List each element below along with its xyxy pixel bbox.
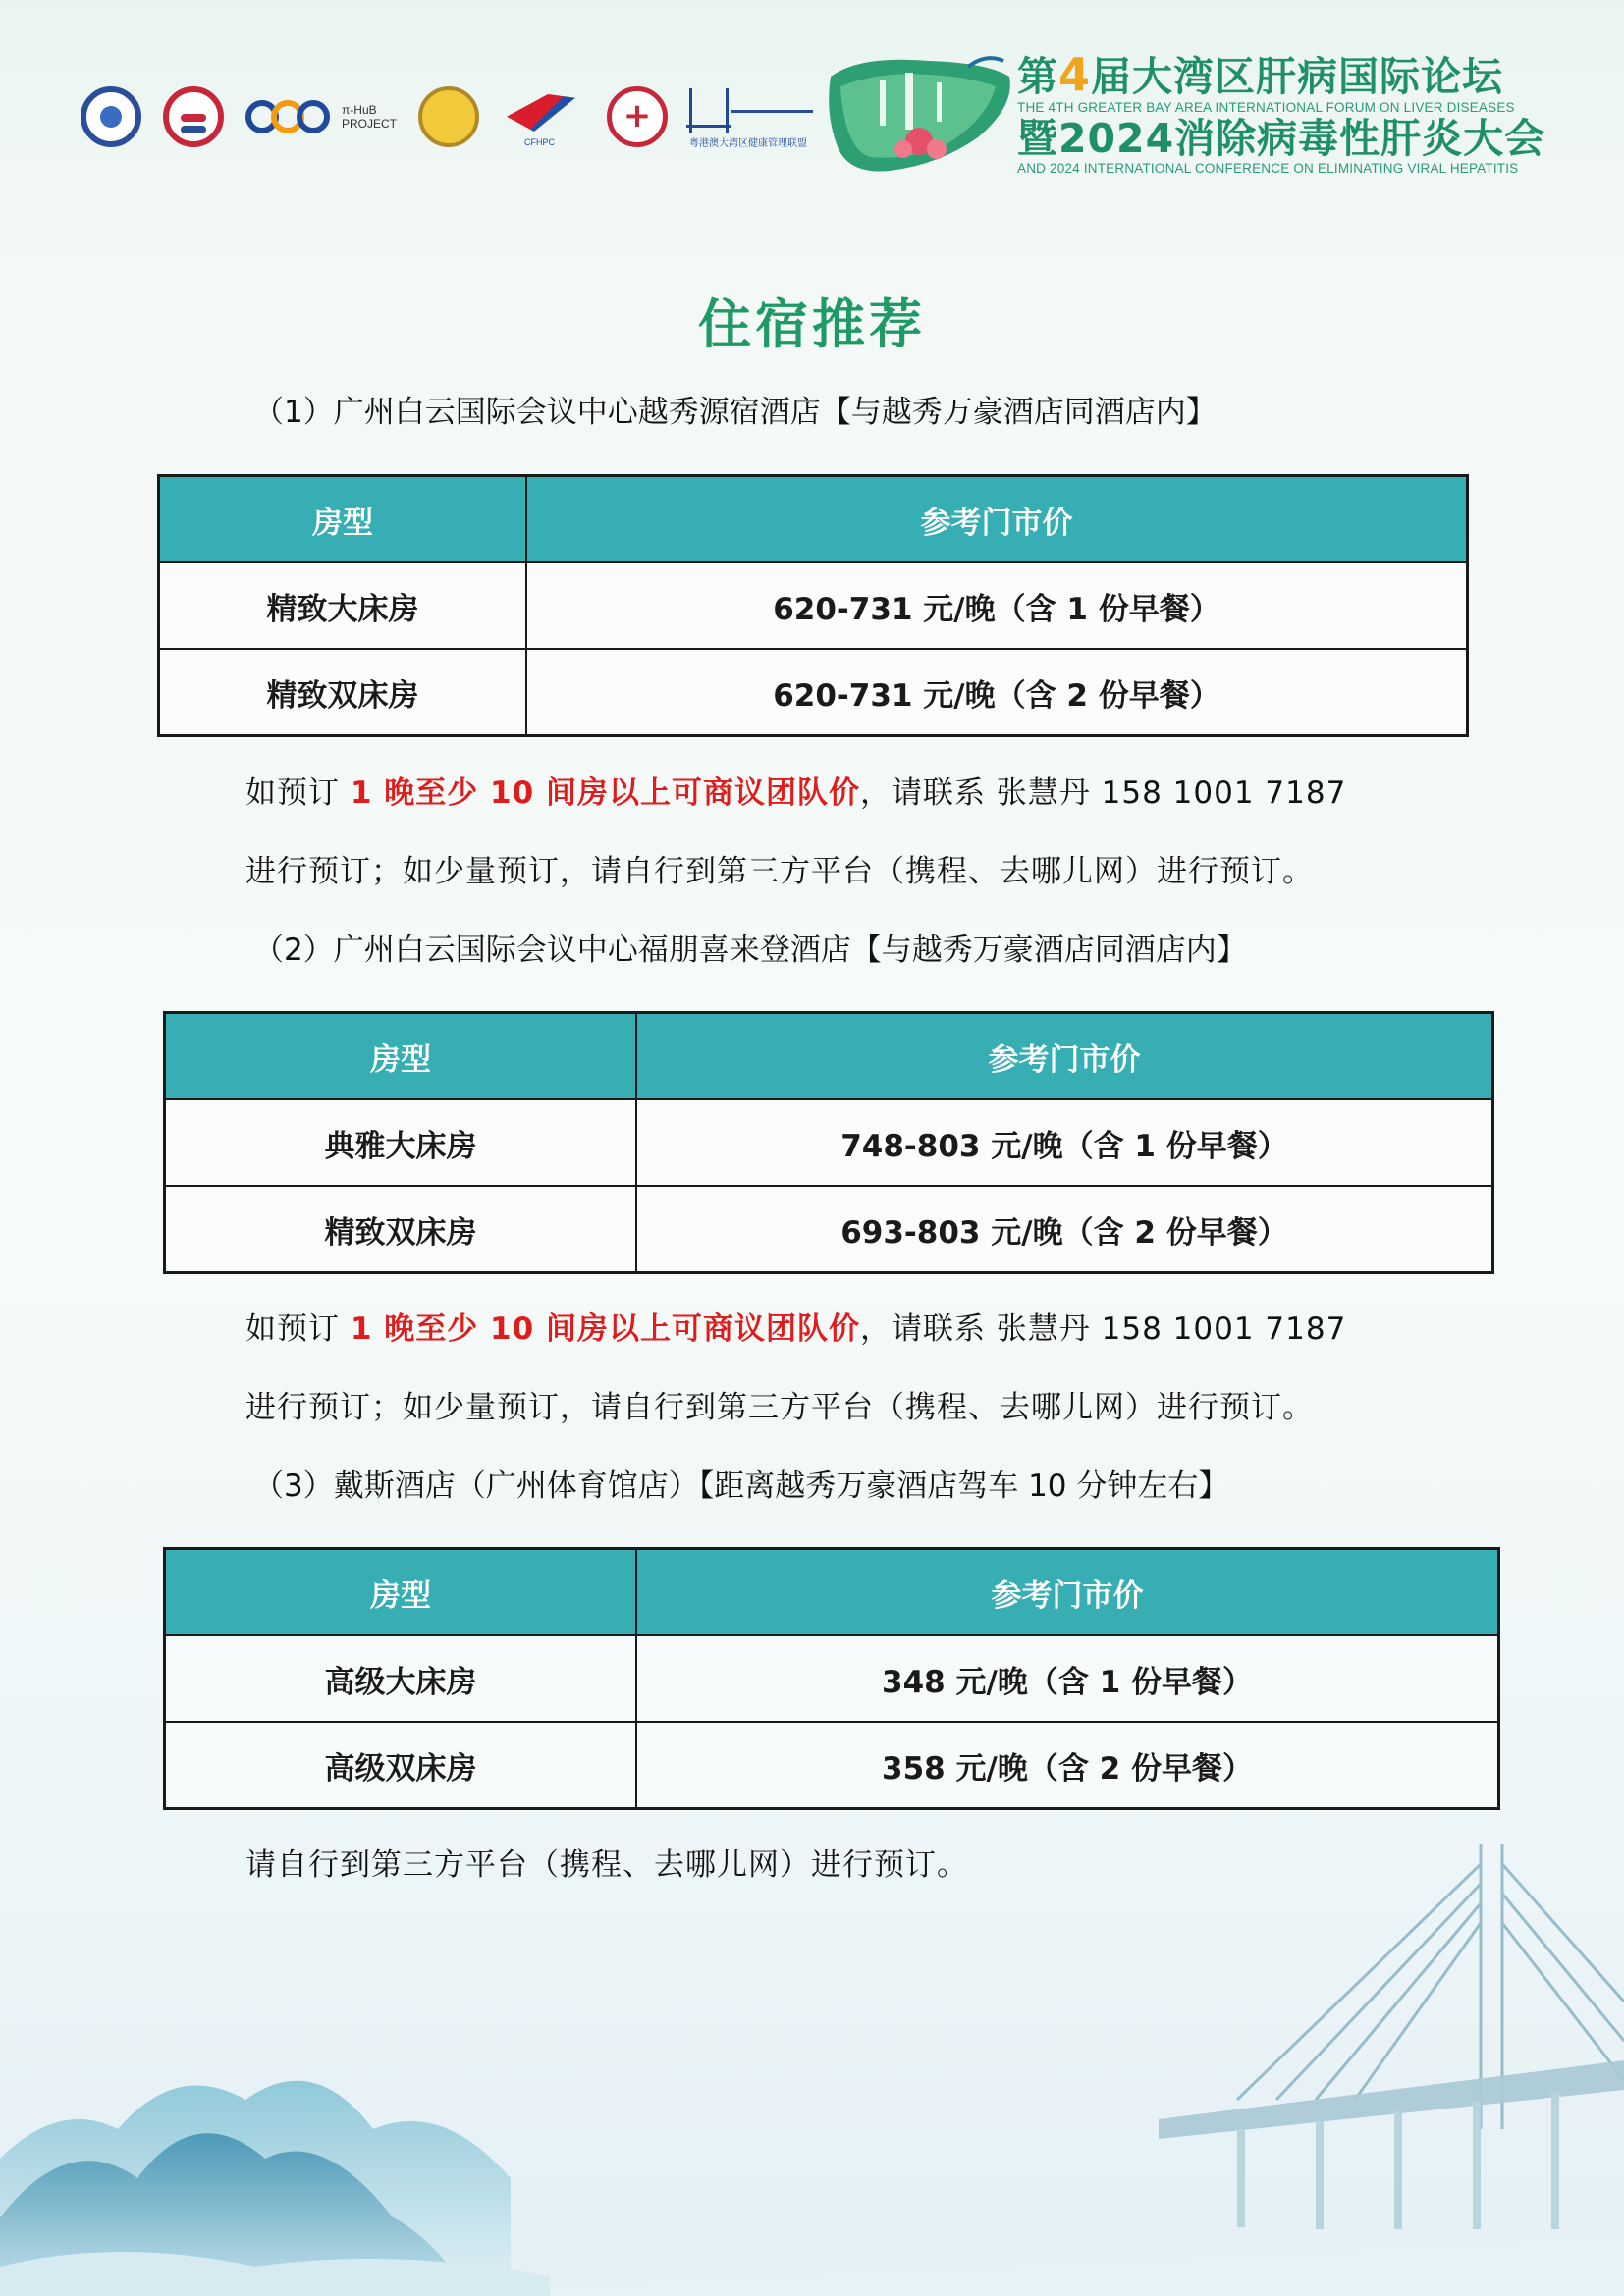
room-type-cell: 精致双床房 [165,1186,637,1273]
column-header-price: 参考门市价 [526,476,1468,563]
hotel-2-booking-note: 进行预订；如少量预订，请自行到第三方平台（携程、去哪儿网）进行预订。 [245,1390,1314,1425]
pi-hub-subtitle: PROJECT [342,117,398,131]
price-cell: 358 元/晚（含 2 份早餐） [636,1722,1499,1809]
room-type-cell: 精致双床房 [159,649,527,736]
column-header-price: 参考门市价 [636,1013,1493,1100]
table-header-row [159,476,1468,563]
conference-edition-number: 4 [1058,48,1092,101]
price-cell: 748-803 元/晚（含 1 份早餐） [636,1099,1493,1186]
table-header-row [165,1549,1499,1636]
wing-icon [507,94,575,132]
table-header-row [165,1013,1493,1100]
table-row [165,1722,1499,1809]
three-rings-icon [245,100,322,133]
association-seal-icon [81,86,141,147]
contact-info: ，请联系 张慧丹 158 1001 7187 [859,1311,1347,1347]
room-type-cell: 典雅大床房 [165,1099,637,1186]
conference-title [1017,48,1547,177]
page-title: 住宿推荐 [698,294,926,355]
hotel-2-heading: （2）广州白云国际会议中心福朋喜来登酒店【与越秀万豪酒店同酒店内】 [253,933,1247,968]
hotel-1-price-table [157,474,1469,737]
hotel-3-price-table [163,1547,1500,1810]
table-row [165,1635,1499,1722]
group-rate-highlight: 1 晚至少 10 间房以上可商议团队价 [350,1311,860,1347]
cfhpc-label: CFHPC [524,137,556,147]
pi-hub-title: π-HuB [342,103,377,117]
conference-title-prefix: 第 [1017,53,1058,100]
hotel-1-booking-note: 进行预订；如少量预订，请自行到第三方平台（携程、去哪儿网）进行预订。 [245,854,1314,889]
column-header-room-type: 房型 [165,1549,637,1636]
price-cell: 620-731 元/晚（含 2 份早餐） [526,649,1468,736]
liver-emblem-icon [821,47,1017,177]
association-seal-red-icon [163,86,224,147]
note-prefix: 如预订 [245,775,351,811]
hotel-1-heading: （1）广州白云国际会议中心越秀源宿酒店【与越秀万豪酒店同酒店内】 [253,395,1217,430]
table-row [159,649,1468,736]
red-cross-icon [607,86,668,147]
conference-title-en: THE 4TH GREATER BAY AREA INTERNATIONAL FORUM ON LIVER DISEASES [1017,100,1515,115]
table-row [165,1186,1493,1273]
note-prefix: 如预订 [245,1311,351,1347]
hotel-3-heading: （3）戴斯酒店（广州体育馆店）【距离越秀万豪酒店驾车 10 分钟左右】 [253,1468,1229,1504]
alliance-name: 粤港澳大湾区健康管理联盟 [689,138,808,149]
table-row [165,1099,1493,1186]
cfhpc-logo [501,86,585,147]
bridge-icon [689,88,729,133]
room-type-cell: 高级大床房 [165,1635,637,1722]
price-cell: 348 元/晚（含 1 份早餐） [636,1635,1499,1722]
gold-seal-icon [418,86,479,147]
price-cell: 620-731 元/晚（含 1 份早餐） [526,562,1468,649]
room-type-cell: 精致大床房 [159,562,527,649]
room-type-cell: 高级双床房 [165,1722,637,1809]
conference-title-main: 届大湾区肝病国际论坛 [1091,53,1504,100]
contact-info: ，请联系 张慧丹 158 1001 7187 [859,775,1347,811]
hotel-3-booking-note: 请自行到第三方平台（携程、去哪儿网）进行预订。 [245,1847,968,1883]
table-row [159,562,1468,649]
hotel-2-group-note [245,1304,1346,1348]
column-header-room-type: 房型 [165,1013,637,1100]
conference-subtitle-en: AND 2024 INTERNATIONAL CONFERENCE ON ELIMINATING VIRAL HEPATITIS [1017,161,1519,176]
hotel-1-group-note [245,768,1346,812]
conference-subtitle: 暨2024消除病毒性肝炎大会 [1017,115,1546,162]
alliance-logo [689,84,817,149]
group-rate-highlight: 1 晚至少 10 间房以上可商议团队价 [350,775,860,811]
column-header-price: 参考门市价 [636,1549,1499,1636]
price-cell: 693-803 元/晚（含 2 份早餐） [636,1186,1493,1273]
sponsor-logos [81,80,817,153]
hotel-2-price-table [163,1011,1494,1274]
column-header-room-type: 房型 [159,476,527,563]
pi-hub-logo [245,100,397,133]
